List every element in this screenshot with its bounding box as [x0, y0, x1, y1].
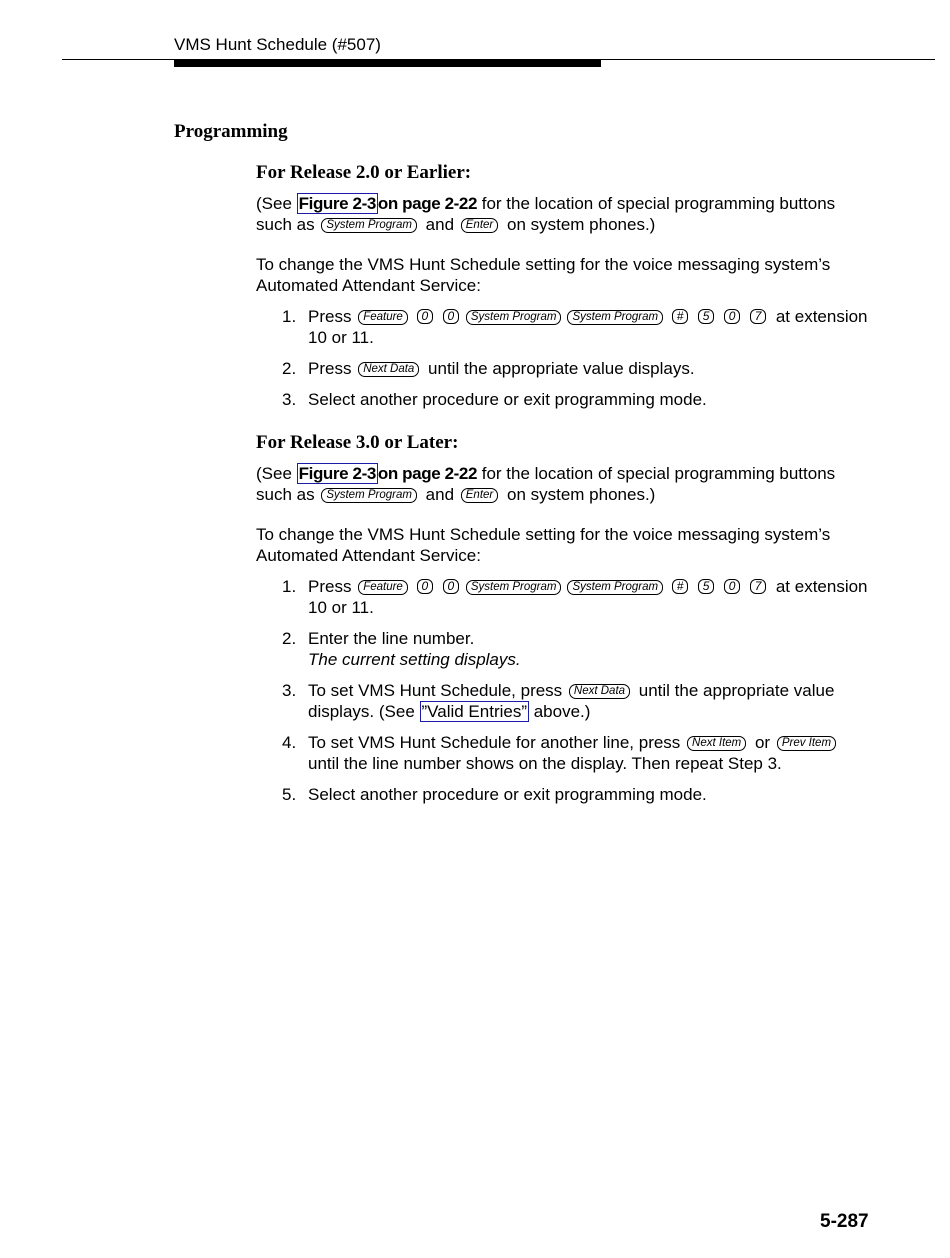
list-item: [256, 784, 869, 805]
next-item-key: Next Item: [687, 736, 746, 751]
step-text: To set VMS Hunt Schedule for another line, press: [308, 733, 686, 752]
release2-heading: For Release 2.0 or Earlier:: [256, 162, 472, 183]
prev-item-key: Prev Item: [777, 736, 836, 751]
zero-key: 0: [443, 309, 459, 324]
step-number: 1.: [282, 307, 297, 326]
list-item: [256, 306, 869, 348]
release3-section: [256, 431, 869, 815]
step-number: 1.: [282, 577, 297, 596]
step-text: until the appropriate value displays. (See: [308, 681, 835, 721]
zero-key: 0: [724, 309, 740, 324]
step-number: 2.: [282, 629, 297, 648]
step-text: To set VMS Hunt Schedule, press: [308, 681, 567, 700]
step-text: Select another procedure or exit programming mode.: [308, 390, 707, 409]
list-item: [256, 358, 869, 379]
step-text: Press: [308, 359, 357, 378]
see-open: (See: [256, 464, 297, 483]
valid-entries-xref-link[interactable]: ”Valid Entries”: [421, 702, 527, 721]
step-text: Enter the line number.: [308, 629, 475, 648]
see-end: on system phones.): [502, 485, 656, 504]
hash-key: #: [672, 579, 688, 594]
step-text: at extension 10 or 11.: [308, 577, 868, 617]
system-program-key: System Program: [466, 580, 562, 595]
step-number: 3.: [282, 681, 297, 700]
list-item: [256, 389, 869, 410]
step-text: Press: [308, 577, 357, 596]
step-text: or: [750, 733, 775, 752]
figure-xref-link[interactable]: Figure 2-3: [298, 464, 376, 483]
system-program-key: System Program: [321, 218, 417, 233]
and-text: and: [420, 215, 459, 234]
zero-key: 0: [417, 309, 433, 324]
five-key: 5: [698, 309, 714, 324]
see-end: on system phones.): [502, 215, 656, 234]
release3-see-paragraph: [256, 463, 869, 505]
hash-key: #: [672, 309, 688, 324]
zero-key: 0: [724, 579, 740, 594]
and-text: and: [420, 485, 459, 504]
see-rest: for the location of special programming buttons such as: [256, 464, 836, 504]
list-item: [256, 628, 869, 670]
list-item: [256, 576, 869, 618]
enter-key: Enter: [461, 488, 499, 503]
step-text: until the appropriate value displays.: [423, 359, 695, 378]
figure-xref-link[interactable]: Figure 2-3: [298, 194, 376, 213]
system-program-key: System Program: [567, 310, 663, 325]
release3-heading: For Release 3.0 or Later:: [256, 432, 459, 453]
step-number: 4.: [282, 733, 297, 752]
step-text: Press: [308, 307, 357, 326]
seven-key: 7: [750, 579, 766, 594]
section-title: Programming: [174, 121, 288, 142]
release2-see-paragraph: [256, 193, 869, 235]
release2-steps: [256, 306, 869, 410]
step-number: 3.: [282, 390, 297, 409]
feature-key: Feature: [358, 580, 408, 595]
release3-steps: [256, 576, 869, 805]
system-program-key: System Program: [321, 488, 417, 503]
seven-key: 7: [750, 309, 766, 324]
page-xref-link[interactable]: on page 2-22: [377, 464, 478, 483]
step-number: 2.: [282, 359, 297, 378]
zero-key: 0: [443, 579, 459, 594]
step-note: The current setting displays.: [308, 650, 521, 669]
see-rest: for the location of special programming buttons such as: [256, 194, 836, 234]
list-item: [256, 732, 869, 774]
step-text: Select another procedure or exit programming mode.: [308, 785, 707, 804]
release2-section: [256, 161, 869, 420]
list-item: [256, 680, 869, 722]
enter-key: Enter: [461, 218, 499, 233]
header-bar: [174, 60, 601, 67]
step-text: until the line number shows on the display. Then repeat Step 3.: [308, 754, 782, 773]
step-text: at extension 10 or 11.: [308, 307, 868, 347]
step-text: above.): [529, 702, 591, 721]
release3-intro: To change the VMS Hunt Schedule setting for the voice messaging system’s Automated Attendant Service:: [256, 525, 831, 565]
next-data-key: Next Data: [358, 362, 419, 377]
next-data-key: Next Data: [569, 684, 630, 699]
feature-key: Feature: [358, 310, 408, 325]
five-key: 5: [698, 579, 714, 594]
page-number: 5-287: [820, 1211, 869, 1232]
system-program-key: System Program: [466, 310, 562, 325]
see-open: (See: [256, 194, 297, 213]
release2-intro: To change the VMS Hunt Schedule setting for the voice messaging system’s Automated Attendant Service:: [256, 255, 831, 295]
system-program-key: System Program: [567, 580, 663, 595]
step-number: 5.: [282, 785, 297, 804]
zero-key: 0: [417, 579, 433, 594]
running-head-title: VMS Hunt Schedule (#507): [174, 35, 381, 54]
page-xref-link[interactable]: on page 2-22: [377, 194, 478, 213]
